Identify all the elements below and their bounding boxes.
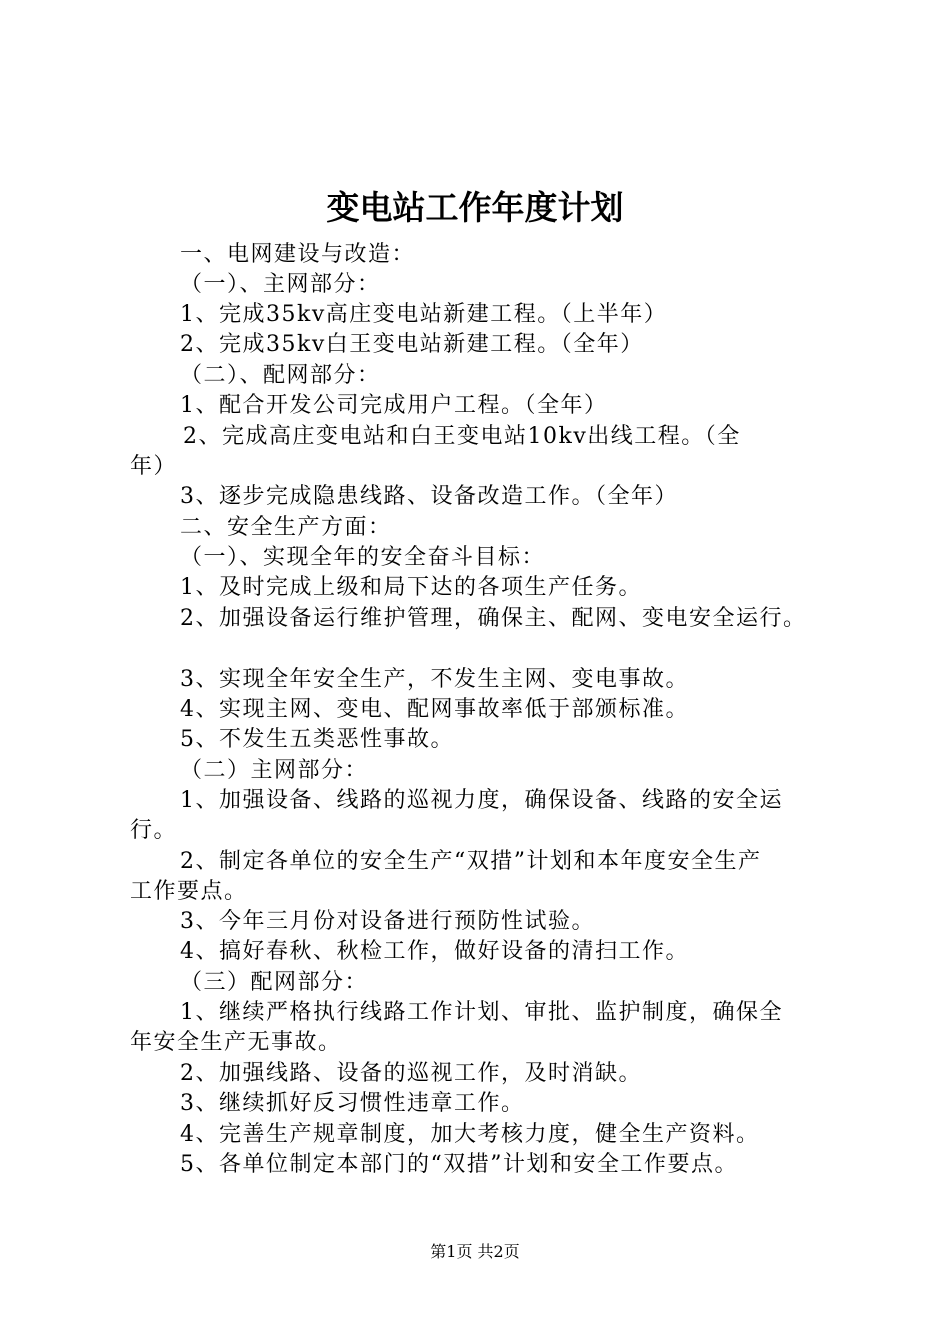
list-item: 3、今年三月份对设备进行预防性试验。 <box>180 909 595 934</box>
list-item: 1、加强设备、线路的巡视力度，确保设备、线路的安全运 <box>180 788 783 813</box>
list-item-continuation: 年安全生产无事故。 <box>130 1030 342 1055</box>
list-item: 2、加强线路、设备的巡视工作，及时消缺。 <box>180 1061 642 1086</box>
subsection-heading: （二）主网部分： <box>180 758 369 783</box>
list-item: 2、完成高庄变电站和白王变电站10kv出线工程。（全 <box>183 424 741 449</box>
list-item: 5、不发生五类恶性事故。 <box>180 727 454 752</box>
subsection-heading: （三）配网部分： <box>180 970 369 995</box>
list-item-continuation: 工作要点。 <box>130 879 248 904</box>
list-item: 1、完成35kv高庄变电站新建工程。（上半年） <box>180 302 668 327</box>
list-item: 2、制定各单位的安全生产“双措”计划和本年度安全生产 <box>180 849 762 874</box>
list-item: 5、各单位制定本部门的“双措”计划和安全工作要点。 <box>180 1152 738 1177</box>
section-heading: 二、安全生产方面： <box>180 515 392 540</box>
list-item-continuation: 年） <box>130 454 178 479</box>
subsection-heading: （一）、主网部分： <box>180 272 381 297</box>
list-item: 1、继续严格执行线路工作计划、审批、监护制度，确保全 <box>180 1000 783 1025</box>
section-heading: 一、电网建设与改造： <box>180 242 416 267</box>
list-item: 2、加强设备运行维护管理，确保主、配网、变电安全运行。 <box>180 606 807 631</box>
list-item: 3、逐步完成隐患线路、设备改造工作。（全年） <box>180 484 678 509</box>
list-item: 1、及时完成上级和局下达的各项生产任务。 <box>180 575 642 600</box>
list-item: 3、实现全年安全生产，不发生主网、变电事故。 <box>180 667 689 692</box>
page-number: 第1页 共2页 <box>430 1242 520 1261</box>
document-title: 变电站工作年度计划 <box>326 188 624 227</box>
subsection-heading: （一）、实现全年的安全奋斗目标： <box>180 545 546 570</box>
list-item: 4、完善生产规章制度，加大考核力度，健全生产资料。 <box>180 1122 760 1147</box>
list-item: 1、配合开发公司完成用户工程。（全年） <box>180 393 608 418</box>
subsection-heading: （二）、配网部分： <box>180 363 381 388</box>
list-item-continuation: 行。 <box>130 818 178 843</box>
list-item: 4、搞好春秋、秋检工作，做好设备的清扫工作。 <box>180 939 689 964</box>
list-item: 3、继续抓好反习惯性违章工作。 <box>180 1091 525 1116</box>
list-item: 4、实现主网、变电、配网事故率低于部颁标准。 <box>180 697 689 722</box>
list-item: 2、完成35kv白王变电站新建工程。（全年） <box>180 332 644 357</box>
